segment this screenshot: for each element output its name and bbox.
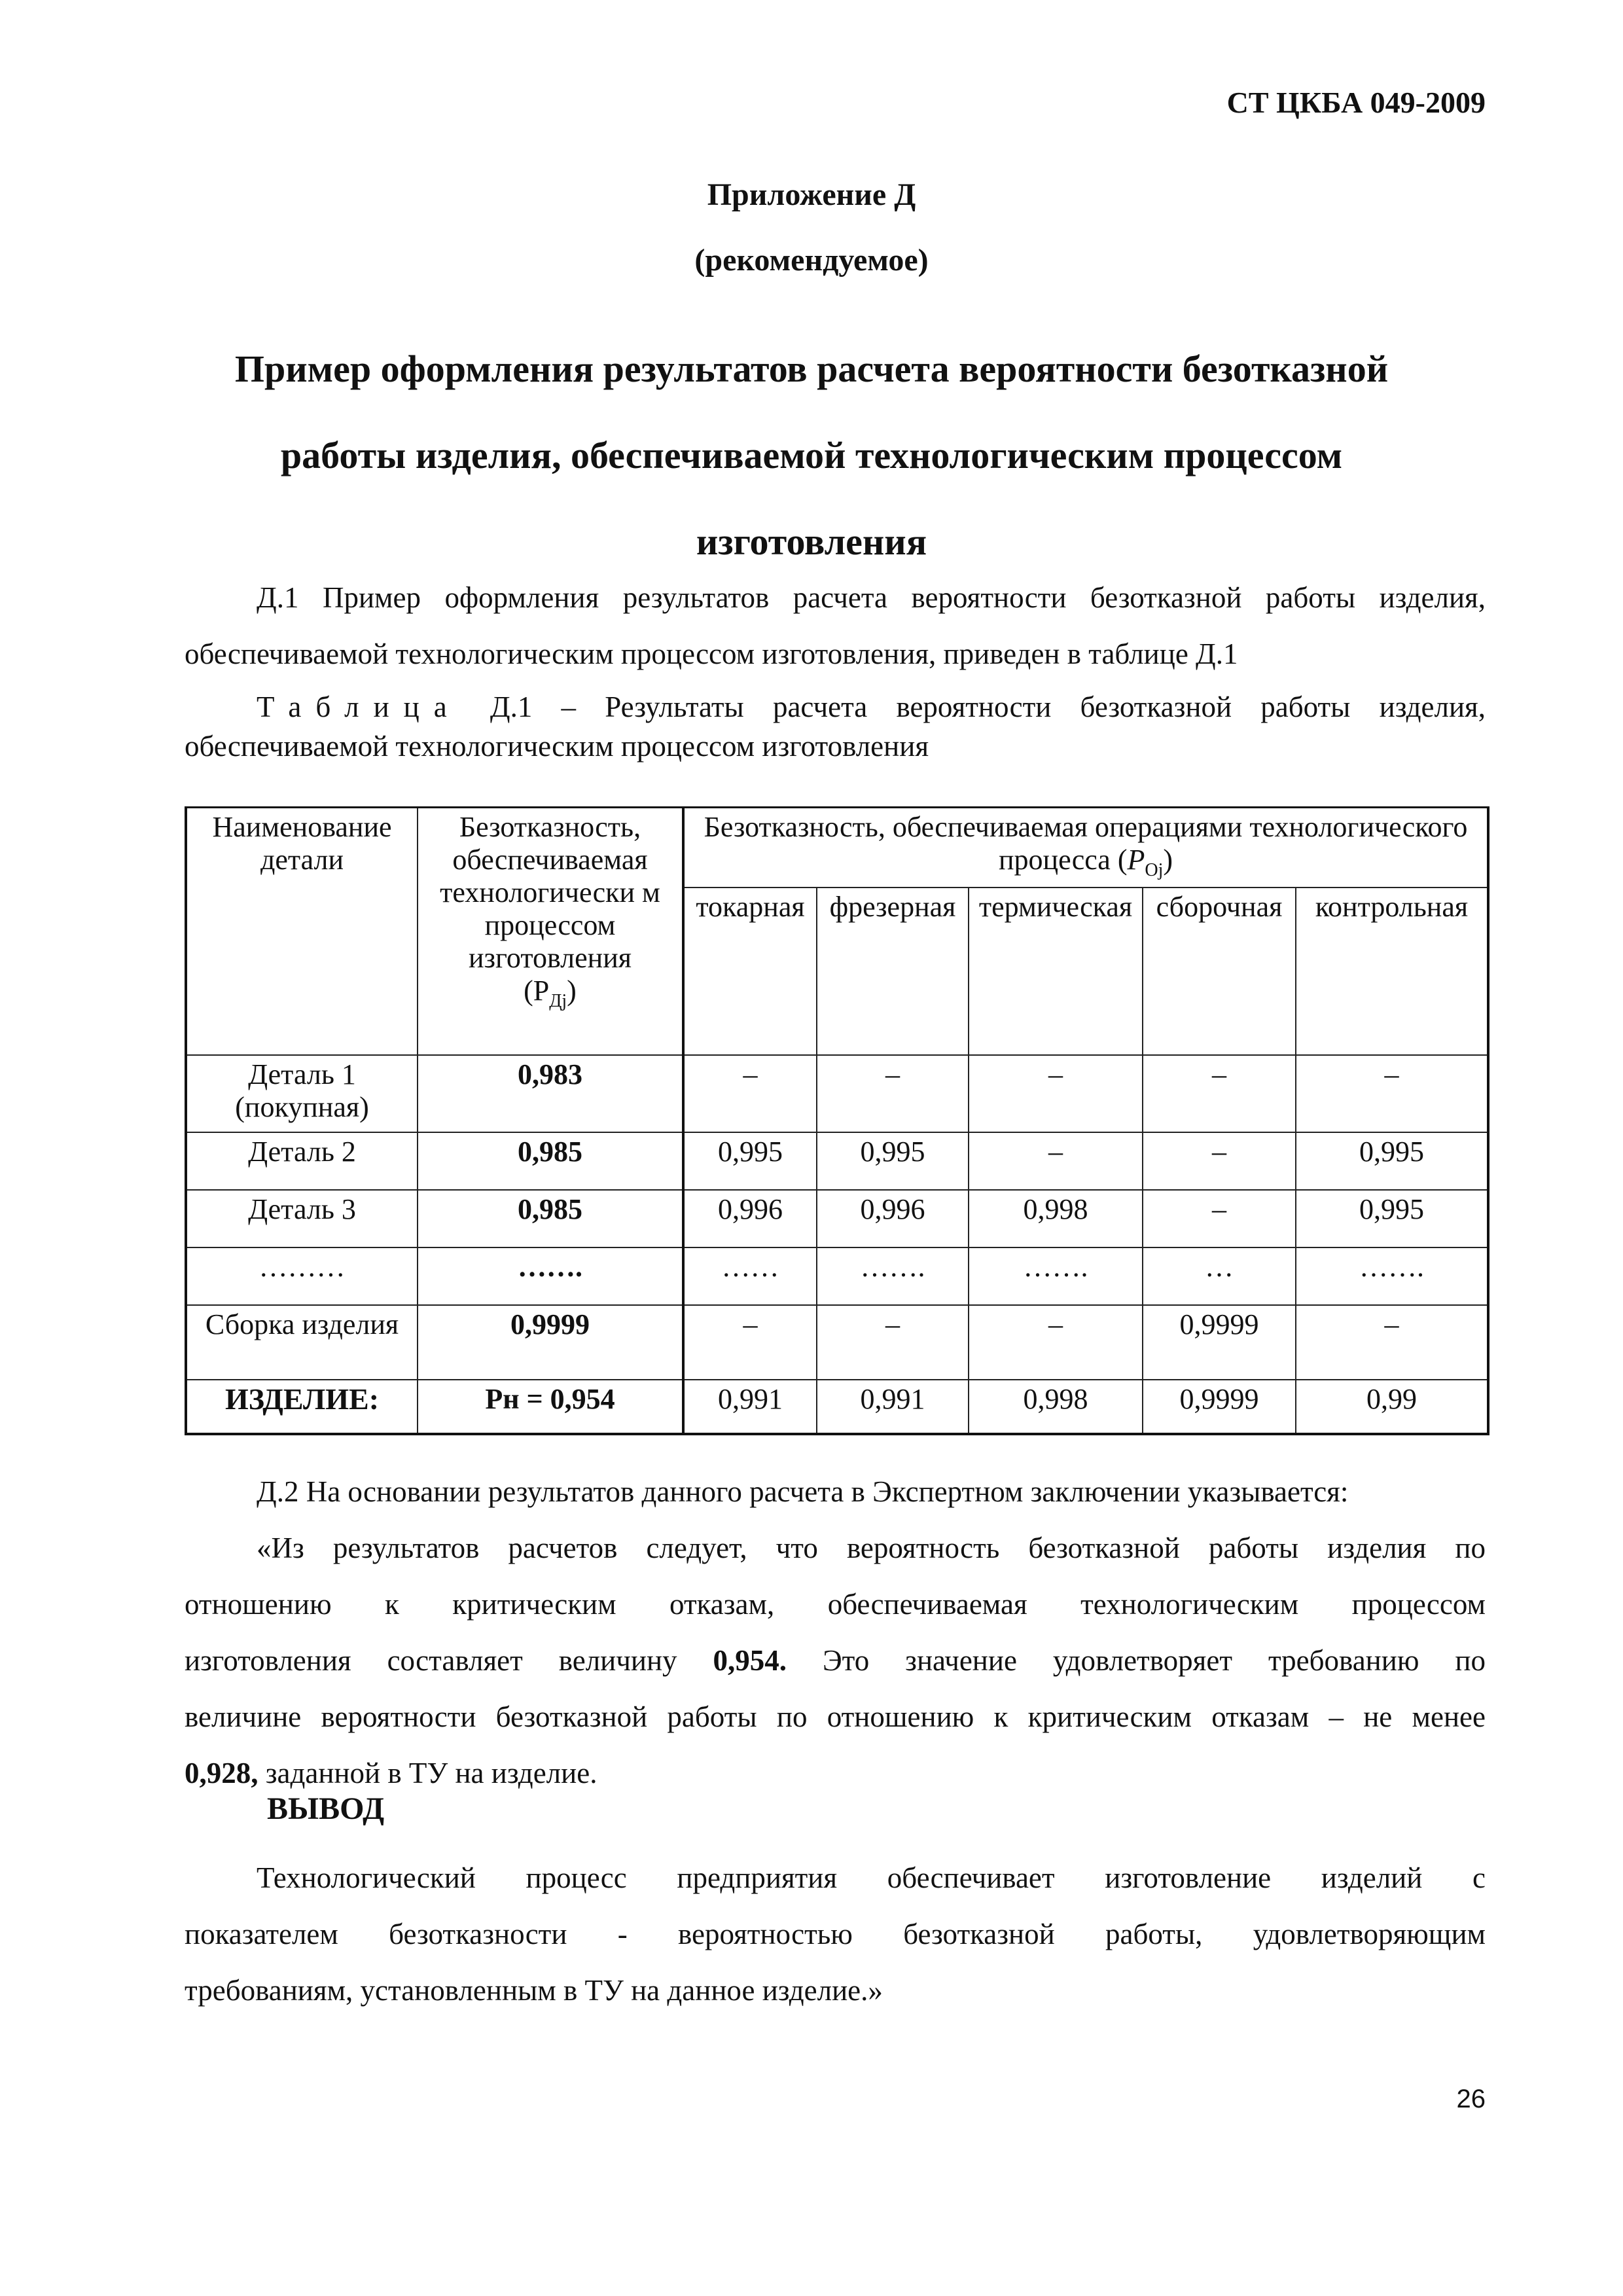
quote-line-3: изготовления составляет величину 0,954. Это значение удовлетворяет требованию по <box>185 1644 1486 1677</box>
cell-control: 0,995 <box>1296 1132 1488 1190</box>
cell-turning: 0,991 <box>683 1380 817 1434</box>
cell-assembly: … <box>1143 1247 1296 1305</box>
table-row <box>186 1132 1488 1190</box>
appendix-title: Приложение Д <box>707 177 916 212</box>
conclusion-line-3: требованиям, установленным в ТУ на данное изделие.» <box>185 1974 883 2007</box>
header-part-reliability-text: Безотказность, обеспечиваемая технологически м процессом изготовления <box>440 811 660 974</box>
cell-milling: – <box>817 1305 969 1380</box>
section-d1-line-1: Д.1 Пример оформления результатов расчета вероятности безотказной работы изделия, <box>257 581 1486 614</box>
cell-part-name: ИЗДЕЛИЕ: <box>186 1380 418 1434</box>
table-row <box>186 1055 1488 1132</box>
cell-part-name: Деталь 1 (покупная) <box>186 1055 418 1132</box>
conclusion-line-2: показателем безотказности - вероятностью безотказной работы, удовлетворяющим <box>185 1918 1486 1950</box>
cell-thermal: 0,998 <box>969 1380 1143 1434</box>
cell-part-name: Деталь 3 <box>186 1190 418 1247</box>
quote-line-5: 0,928, заданной в ТУ на изделие. <box>185 1757 597 1789</box>
cell-part-reliability: ……. <box>418 1247 683 1305</box>
cell-milling: 0,991 <box>817 1380 969 1434</box>
cell-control: – <box>1296 1305 1488 1380</box>
table-row <box>186 1380 1488 1434</box>
cell-thermal: – <box>969 1055 1143 1132</box>
section-d1-line-2: обеспечиваемой технологическим процессом изготовления, приведен в таблице Д.1 <box>185 637 1238 670</box>
cell-assembly: – <box>1143 1132 1296 1190</box>
cell-part-name: ……… <box>186 1247 418 1305</box>
cell-part-reliability: Рн = 0,954 <box>418 1380 683 1434</box>
cell-control: 0,995 <box>1296 1190 1488 1247</box>
table-row <box>186 1247 1488 1305</box>
cell-turning: 0,996 <box>683 1190 817 1247</box>
cell-turning: 0,995 <box>683 1132 817 1190</box>
section-d1 <box>185 569 1486 682</box>
conclusion-heading: ВЫВОД <box>267 1791 385 1826</box>
table-header-row <box>186 808 1488 888</box>
cell-part-reliability: 0,985 <box>418 1132 683 1190</box>
table-caption <box>185 687 1486 766</box>
cell-part-name: Сборка изделия <box>186 1305 418 1380</box>
conclusion-line-1: Технологический процесс предприятия обеспечивает изготовление изделий с <box>257 1861 1486 1894</box>
cell-part-reliability: 0,983 <box>418 1055 683 1132</box>
section-d2-intro: Д.2 На основании результатов данного расчета в Экспертном заключении указывается: <box>257 1475 1349 1508</box>
cell-control: – <box>1296 1055 1488 1132</box>
cell-milling: 0,996 <box>817 1190 969 1247</box>
cell-turning: – <box>683 1305 817 1380</box>
section-d2 <box>185 1463 1486 1801</box>
cell-part-reliability: 0,985 <box>418 1190 683 1247</box>
table-row <box>186 1305 1488 1380</box>
header-ops-group: Безотказность, обеспечиваемая операциями технологического процесса $(P_{Oj})$ <box>683 808 1488 888</box>
cell-assembly: – <box>1143 1190 1296 1247</box>
page-number: 26 <box>1456 2085 1486 2113</box>
quote-line-1: «Из результатов расчетов следует, что вероятность безотказной работы изделия по <box>257 1532 1486 1564</box>
cell-assembly: 0,9999 <box>1143 1305 1296 1380</box>
cell-milling: ……. <box>817 1247 969 1305</box>
quote-line-4: величине вероятности безотказной работы по отношению к критическим отказам – не менее <box>185 1700 1486 1733</box>
header-part-name: Наименование детали <box>186 808 418 1055</box>
header-op-milling: фрезерная <box>817 888 969 1055</box>
cell-assembly: 0,9999 <box>1143 1380 1296 1434</box>
table-row <box>186 1190 1488 1247</box>
table-caption-text: Д.1 – Результаты расчета вероятности безотказной работы изделия, обеспечиваемой технологическим процессом изготовления <box>185 691 1486 762</box>
results-table <box>185 806 1489 1435</box>
conclusion <box>185 1850 1486 2018</box>
table-caption-label: Таблица <box>257 691 461 723</box>
cell-turning: – <box>683 1055 817 1132</box>
cell-part-name: Деталь 2 <box>186 1132 418 1190</box>
cell-milling: – <box>817 1055 969 1132</box>
header-op-assembly: сборочная <box>1143 888 1296 1055</box>
appendix-note: (рекомендуемое) <box>694 243 929 278</box>
cell-thermal: – <box>969 1132 1143 1190</box>
cell-control: 0,99 <box>1296 1380 1488 1434</box>
cell-milling: 0,995 <box>817 1132 969 1190</box>
cell-part-reliability: 0,9999 <box>418 1305 683 1380</box>
required-value: 0,928, <box>185 1757 259 1789</box>
cell-assembly: – <box>1143 1055 1296 1132</box>
cell-control: ……. <box>1296 1247 1488 1305</box>
main-title <box>196 326 1427 585</box>
main-title-line-2: работы изделия, обеспечиваемой технологическим процессом <box>280 434 1343 476</box>
probability-value: 0,954. <box>713 1644 787 1677</box>
appendix-heading <box>0 162 1623 293</box>
main-title-line-3: изготовления <box>696 520 927 563</box>
cell-thermal: 0,998 <box>969 1190 1143 1247</box>
main-title-line-1: Пример оформления результатов расчета вероятности безотказной <box>234 348 1389 390</box>
header-op-control: контрольная <box>1296 888 1488 1055</box>
cell-turning: …… <box>683 1247 817 1305</box>
document-code: СТ ЦКБА 049-2009 <box>1226 86 1486 119</box>
header-part-reliability: Безотказность, обеспечиваемая технологически м процессом изготовления $(Р_{Дj})$ <box>418 808 683 1055</box>
cell-thermal: – <box>969 1305 1143 1380</box>
header-op-thermal: термическая <box>969 888 1143 1055</box>
cell-thermal: ……. <box>969 1247 1143 1305</box>
header-op-turning: токарная <box>683 888 817 1055</box>
quote-line-2: отношению к критическим отказам, обеспечиваемая технологическим процессом <box>185 1588 1486 1621</box>
header-ops-group-text: Безотказность, обеспечиваемая операциями технологического процесса ( <box>704 811 1468 876</box>
